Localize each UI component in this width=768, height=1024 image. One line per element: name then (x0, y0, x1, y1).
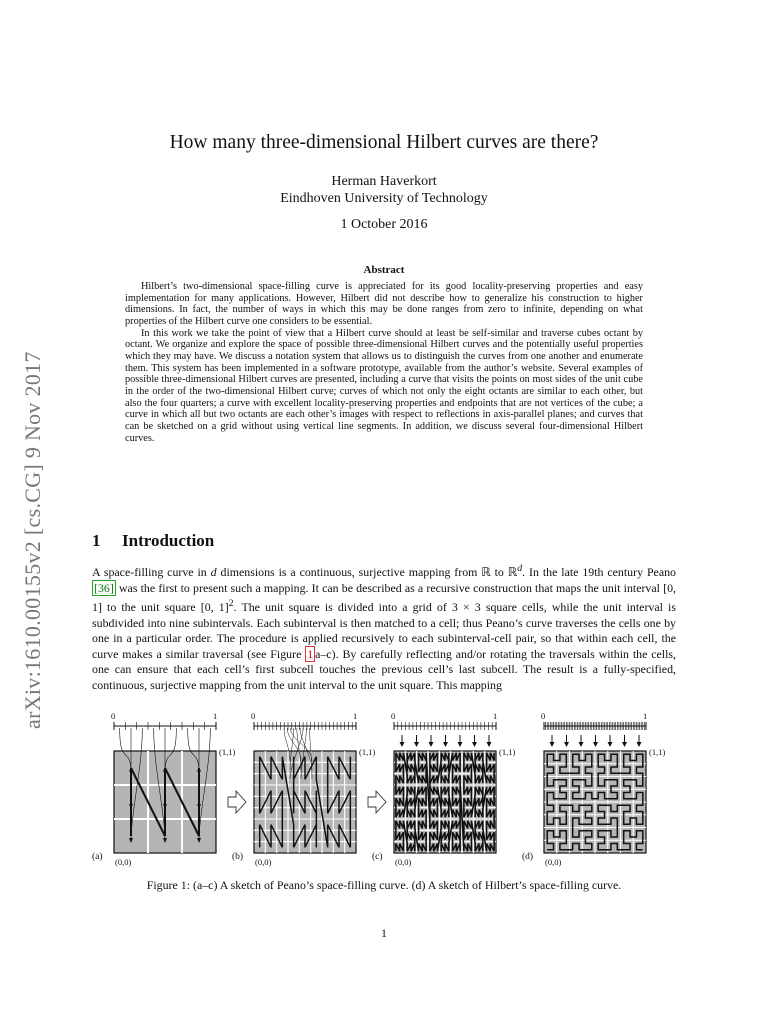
mapping-arrow-head (579, 742, 584, 747)
mapping-arrow-head (443, 742, 448, 747)
page-number: 1 (381, 926, 387, 940)
panel-label: (a) (92, 852, 103, 862)
abstract-body (125, 281, 643, 444)
figure-caption: Figure 1: (a–c) A sketch of Peano’s space-filling curve. (d) A sketch of Hilbert’s space-filling curve. (146, 878, 622, 892)
interval-end-label: 1 (643, 711, 648, 721)
interval-start-label: 0 (251, 711, 256, 721)
mapping-arrow-head (637, 742, 642, 747)
panel-label: (c) (372, 852, 383, 862)
interval-start-label: 0 (541, 711, 546, 721)
section-heading (92, 531, 214, 551)
abstract-paragraph-1: Hilbert’s two-dimensional space-filling curve is appreciated for its good locality-preserving properties and easy implementation for many applications. However, Hilbert did not describe how to generalize his construction to higher dimensions. In fact, the number of ways in which this may be done ranges from zero to infinite, depending on what properties of the Hilbert curve one considers to be essential. (125, 281, 643, 327)
intro-paragraph: A space-filling curve in d dimensions is a continuous, surjective mapping from ℝ to ℝ$^d$. In the late 19th century Peano [36] was the first to present such a mapping. It can be described as a recursive construction that maps the unit interval [0, 1] to the unit square [0, 1]$^2$. The unit square is divided into a grid of 3 × 3 square cells, while the unit interval is subdivided into nine subintervals. Each subinterval is then matched to a cell; thus Peano’s curve traverses the cells one by one in a particular order. The procedure is applied recursively to each subinterval-cell pair, so that within each cell, the curve makes a similar traversal (see Figure 1 a–c). By carefully reflecting and/or rotating the traversals within the cells, one can ensure that each cell’s first subcell touches the previous cell’s last subcell. The result is a fully-specified, continuous, surjective mapping from the unit interval to the unit square. This mapping (92, 563, 676, 692)
interval-start-label: 0 (111, 711, 116, 721)
corner-label-bottom: (0,0) (255, 857, 272, 867)
section-title: Introduction (122, 531, 215, 550)
mapping-arrow-head (400, 742, 405, 747)
author-name: Herman Haverkort (331, 174, 437, 189)
interval-end-label: 1 (353, 711, 358, 721)
mapping-arrow-head (593, 742, 598, 747)
panel-label: (d) (522, 852, 534, 862)
panel-label: (b) (232, 852, 244, 862)
abstract-heading: Abstract (363, 264, 405, 276)
interval-end-label: 1 (213, 711, 218, 721)
paper-date: 1 October 2016 (340, 217, 428, 232)
arxiv-identifier: arXiv:1610.00155v2 [cs.CG] 9 Nov 2017 (20, 351, 45, 729)
section-number: 1 (92, 531, 101, 550)
interval-end-label: 1 (493, 711, 498, 721)
mapping-arrow-head (622, 742, 627, 747)
corner-label-top: (1,1) (499, 747, 516, 757)
mapping-arrow-head (414, 742, 419, 747)
mapping-arrow-head (608, 742, 613, 747)
mapping-arrow-head (458, 742, 463, 747)
corner-label-top: (1,1) (359, 747, 376, 757)
paper-title: How many three-dimensional Hilbert curves are there? (169, 132, 599, 153)
panel-arrow-icon (228, 791, 246, 813)
mapping-arrow-head (429, 742, 434, 747)
figure-link[interactable]: 1 (307, 646, 314, 661)
corner-label-top: (1,1) (219, 747, 236, 757)
citation-link[interactable]: [36] (94, 580, 114, 595)
corner-label-top: (1,1) (649, 747, 666, 757)
figure-1-svg (88, 708, 680, 868)
mapping-arrow-head (472, 742, 477, 747)
space-filling-curve (396, 753, 494, 851)
panel-arrow-icon (368, 791, 386, 813)
corner-label-bottom: (0,0) (545, 857, 562, 867)
interval-start-label: 0 (391, 711, 396, 721)
mapping-arrow-head (550, 742, 555, 747)
corner-label-bottom: (0,0) (395, 857, 412, 867)
author-affiliation: Eindhoven University of Technology (280, 191, 488, 206)
author-block (0, 173, 768, 207)
mapping-arrow-head (564, 742, 569, 747)
corner-label-bottom: (0,0) (115, 857, 132, 867)
mapping-arrow-head (487, 742, 492, 747)
abstract-paragraph-2: In this work we take the point of view that a Hilbert curve should at least be self-similar and traverse cubes octant by octant. We organize and explore the space of possible three-dimensional Hilbert curves and the potentially useful properties which they may have. We discuss a notation system that allows us to distinguish the curves from one another and enumerate them. This system has been implemented in a software prototype, available from the author’s website. Several examples of possible three-dimensional Hilbert curves are presented, including a curve that visits the points on most sides of the unit cube in the order of the two-dimensional Hilbert curve; curves of which not only the eight octants are similar to each other, but also the four quarters; a curve with excellent locality-preserving properties and endpoints that are not vertices of the cube; a curve in which all but two octants are each other’s images with respect to reflections in axis-parallel planes; and curves that can be sketched on a grid without using vertical line segments. In addition, we discuss several four-dimensional Hilbert curves. (125, 327, 643, 444)
figure-1 (88, 708, 680, 868)
